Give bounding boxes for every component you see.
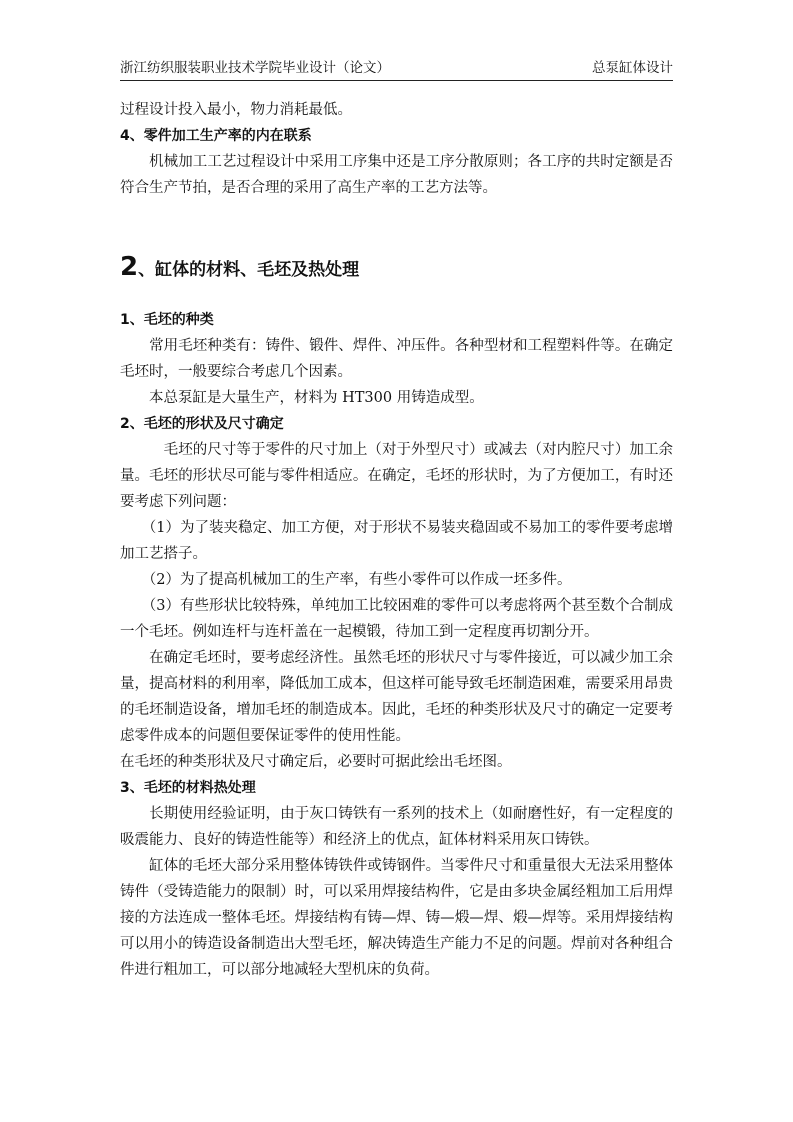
page-header [120,56,673,81]
section-heading-3: 3、毛坯的材料热处理 [120,780,256,796]
header-thesis-title: 总泵缸体设计 [592,60,673,76]
chapter-title: 、缸体的材料、毛坯及热处理 [138,260,360,280]
paragraph: （1）为了装夹稳定、加工方便，对于形状不易装夹稳固或不易加工的零件要考虑增加工艺搭子。 [120,520,673,562]
paragraph: 机械加工工艺过程设计中采用工序集中还是工序分散原则；各工序的共时定额是否符合生产节拍，是否合理的采用了高生产率的工艺方法等。 [120,154,673,196]
paragraph: 在确定毛坯时，要考虑经济性。虽然毛坯的形状尺寸与零件接近，可以减少加工余量，提高材料的利用率，降低加工成本，但这样可能导致毛坯制造困难，需要采用昂贵的毛坯制造设备，增加毛坯的制造成本。因此，毛坯的种类形状及尺寸的确定一定要考虑零件成本的问题但要保证零件的使用性能。 [120,650,673,744]
paragraph: （2）为了提高机械加工的生产率，有些小零件可以作成一坯多件。 [120,572,572,588]
paragraph: 长期使用经验证明，由于灰口铸铁有一系列的技术上（如耐磨性好，有一定程度的吸震能力、良好的铸造性能等）和经济上的优点，缸体材料采用灰口铸铁。 [120,806,673,848]
continued-paragraph: 过程设计投入最小，物力消耗最低。 [120,102,352,118]
chapter-number: 2 [120,252,139,282]
section-heading-1: 1、毛坯的种类 [120,312,214,328]
paragraph: 本总泵缸是大量生产，材料为 HT300 用铸造成型。 [120,390,484,406]
paragraph: 常用毛坯种类有：铸件、锻件、焊件、冲压件。各种型材和工程塑料件等。在确定毛坯时，一般要综合考虑几个因素。 [120,338,673,380]
paragraph: 毛坯的尺寸等于零件的尺寸加上（对于外型尺寸）或减去（对内腔尺寸）加工余量。毛坯的形状尽可能与零件相适应。在确定，毛坯的形状时，为了方便加工，有时还要考虑下列问题： [120,442,673,510]
paragraph: （3）有些形状比较特殊，单纯加工比较困难的零件可以考虑将两个甚至数个合制成一个毛坯。例如连杆与连杆盖在一起模锻，待加工到一定程度再切割分开。 [120,598,673,640]
section-heading-2: 2、毛坯的形状及尺寸确定 [120,416,284,432]
page-body [120,97,673,983]
chapter-heading [120,247,673,287]
section-heading-4: 4、零件加工生产率的内在联系 [120,128,312,144]
header-school-title: 浙江纺织服装职业技术学院毕业设计（论文） [120,60,390,76]
paragraph: 在毛坯的种类形状及尺寸确定后，必要时可据此绘出毛坯图。 [120,754,512,770]
paragraph: 缸体的毛坯大部分采用整体铸铁件或铸钢件。当零件尺寸和重量很大无法采用整体铸件（受铸造能力的限制）时，可以采用焊接结构件，它是由多块金属经粗加工后用焊接的方法连成一整体毛坯。焊接结构有铸—焊、铸—煅—焊、煅—焊等。采用焊接结构可以用小的铸造设备制造出大型毛坯，解决铸造生产能力不足的问题。焊前对各种组合件进行粗加工，可以部分地减轻大型机床的负荷。 [120,858,673,978]
